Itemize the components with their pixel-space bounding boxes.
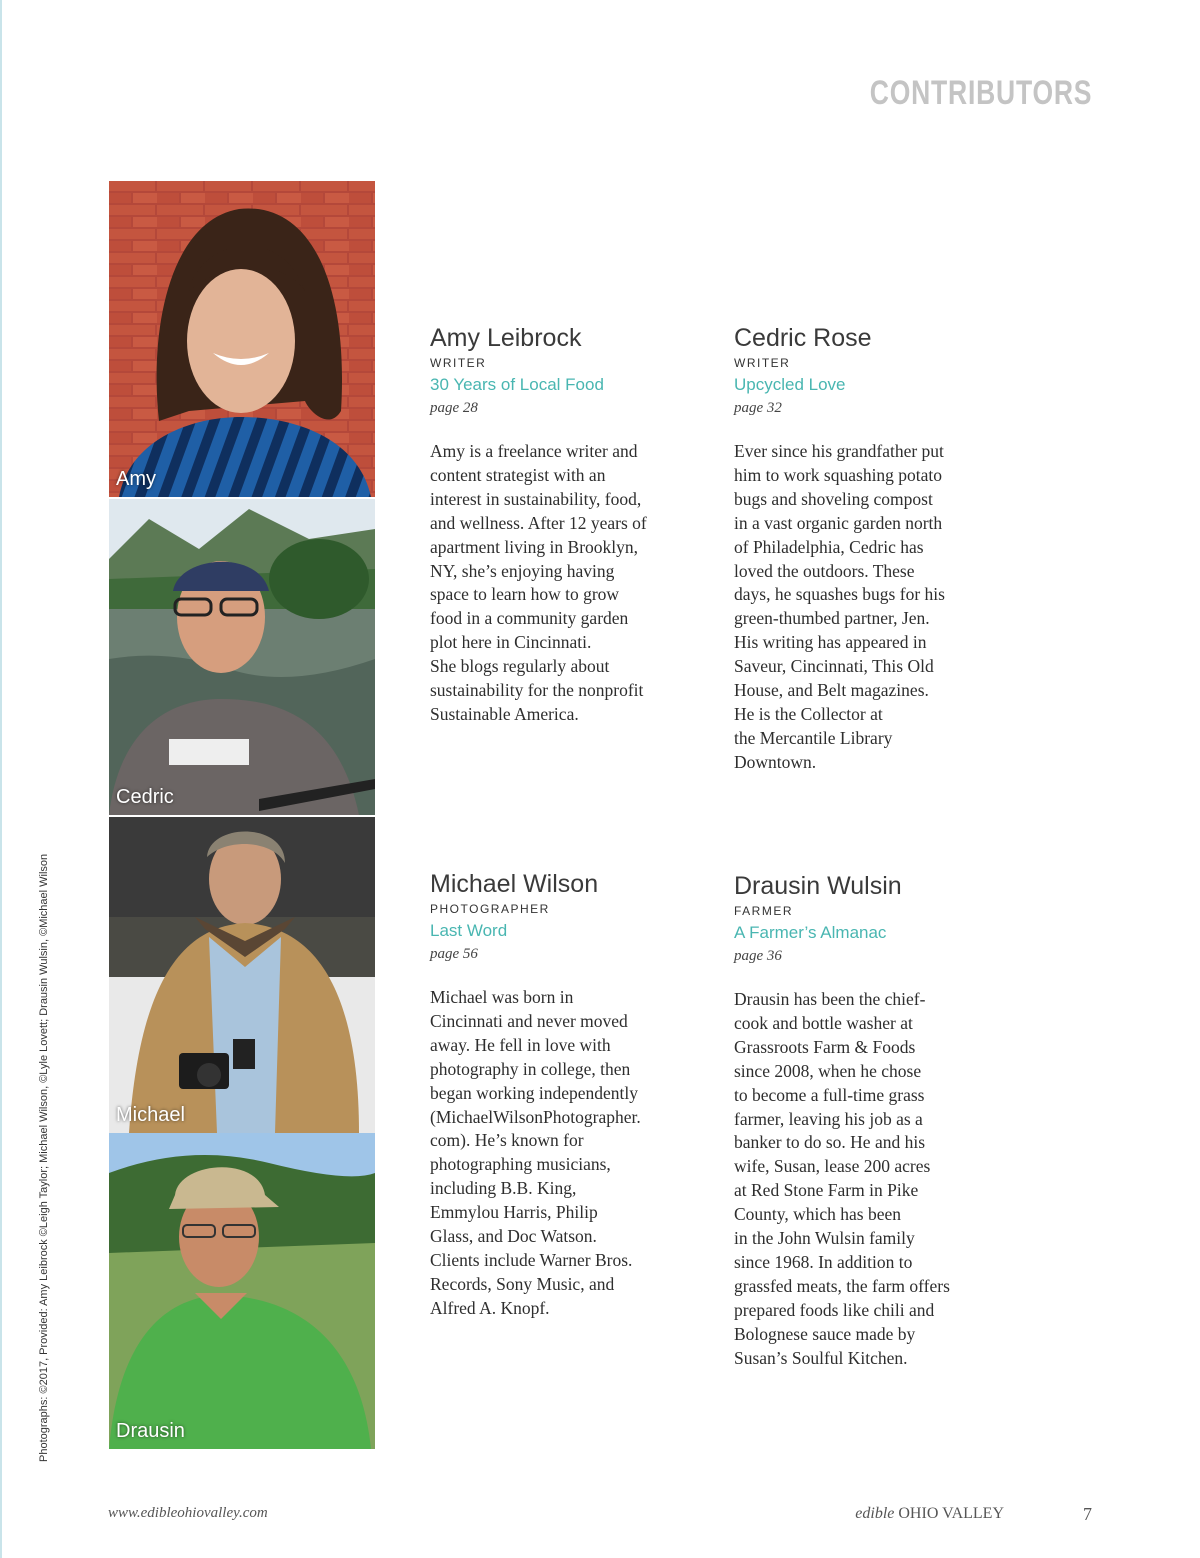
contributor-amy	[430, 323, 680, 727]
story-page: page 32	[734, 400, 782, 416]
cedric-portrait-image	[109, 499, 375, 815]
contributor-role: PHOTOGRAPHER	[430, 902, 550, 916]
photo-label-amy: Amy	[116, 468, 156, 490]
photo-amy	[109, 181, 375, 497]
contributor-bio: Michael was born in Cincinnati and never moved away. He fell in love with photography in college, then began working independently (MichaelWilsonPhotographer. com). He’s known for photographing musicians, including B.B. King, Emmylou Harris, Philip Glass, and Doc Watson. Clients include Warner Bros. Records, Sony Music, and Alfred A. Knopf.	[430, 987, 641, 1318]
story-page: page 56	[430, 946, 478, 962]
photo-label-michael: Michael	[116, 1104, 185, 1126]
section-title: CONTRIBUTORS	[869, 74, 1092, 112]
contributor-bio: Ever since his grandfather put him to work squashing potato bugs and shoveling compost in a vast organic garden north of Philadelphia, Cedric has loved the outdoors. These days, he squashes bugs for his green-thumbed partner, Jen. His writing has appeared in Saveur, Cincinnati, This Old House, and Belt magazines. He is the Collector at the Mercantile Library Downtown.	[734, 441, 945, 772]
contributor-name: Michael Wilson	[430, 870, 599, 898]
contributor-role: WRITER	[430, 356, 487, 370]
photo-drausin	[109, 1133, 375, 1449]
drausin-portrait-image	[109, 1133, 375, 1449]
amy-portrait-image	[109, 181, 375, 497]
page-edge-rule	[0, 0, 2, 1558]
story-link[interactable]: A Farmer’s Almanac	[734, 923, 887, 942]
photo-credit: Photographs: ©2017, Provided: Amy Leibrock ©Leigh Taylor; Michael Wilson, ©Lyle Lovett; Drausin Wulsin, ©Michael Wilson	[38, 853, 50, 1462]
contributor-bio: Drausin has been the chief- cook and bottle washer at Grassroots Farm & Foods since 2008, when he chose to become a full-time grass farmer, leaving his job as a banker to do so. He and his wife, Susan, lease 200 acres at Red Stone Farm in Pike County, which has been in the John Wulsin family since 1968. In addition to grassfed meats, the farm offers prepared foods like chili and Bolognese sauce made by Susan’s Soulful Kitchen.	[734, 989, 950, 1368]
photo-michael	[109, 817, 375, 1133]
footer-brand	[855, 1505, 1004, 1523]
footer-website[interactable]: www.edibleohiovalley.com	[108, 1505, 268, 1521]
photo-cedric	[109, 499, 375, 815]
contributor-role: FARMER	[734, 904, 794, 918]
brand-region: OHIO VALLEY	[898, 1505, 1004, 1522]
michael-portrait-image	[109, 817, 375, 1133]
story-link[interactable]: Last Word	[430, 921, 508, 940]
contributor-role: WRITER	[734, 356, 791, 370]
photo-label-cedric: Cedric	[116, 786, 174, 808]
contributor-name: Cedric Rose	[734, 324, 872, 352]
contributor-name: Amy Leibrock	[430, 324, 582, 352]
story-link[interactable]: 30 Years of Local Food	[430, 375, 604, 394]
story-link[interactable]: Upcycled Love	[734, 375, 846, 394]
page-number: 7	[1083, 1504, 1092, 1524]
photo-label-drausin: Drausin	[116, 1420, 185, 1442]
contributor-bio: Amy is a freelance writer and content strategist with an interest in sustainability, food, and wellness. After 12 years of apartment living in Brooklyn, NY, she’s enjoying having space to learn how to grow food in a community garden plot here in Cincinnati. She blogs regularly about sustainability for the nonprofit Sustainable America.	[430, 441, 647, 724]
contributor-cedric	[734, 323, 984, 775]
contributor-drausin	[734, 871, 984, 1371]
contributor-name: Drausin Wulsin	[734, 872, 902, 900]
story-page: page 36	[734, 948, 782, 964]
contributor-michael	[430, 869, 680, 1321]
story-page: page 28	[430, 400, 478, 416]
brand-edible: edible	[855, 1505, 895, 1522]
